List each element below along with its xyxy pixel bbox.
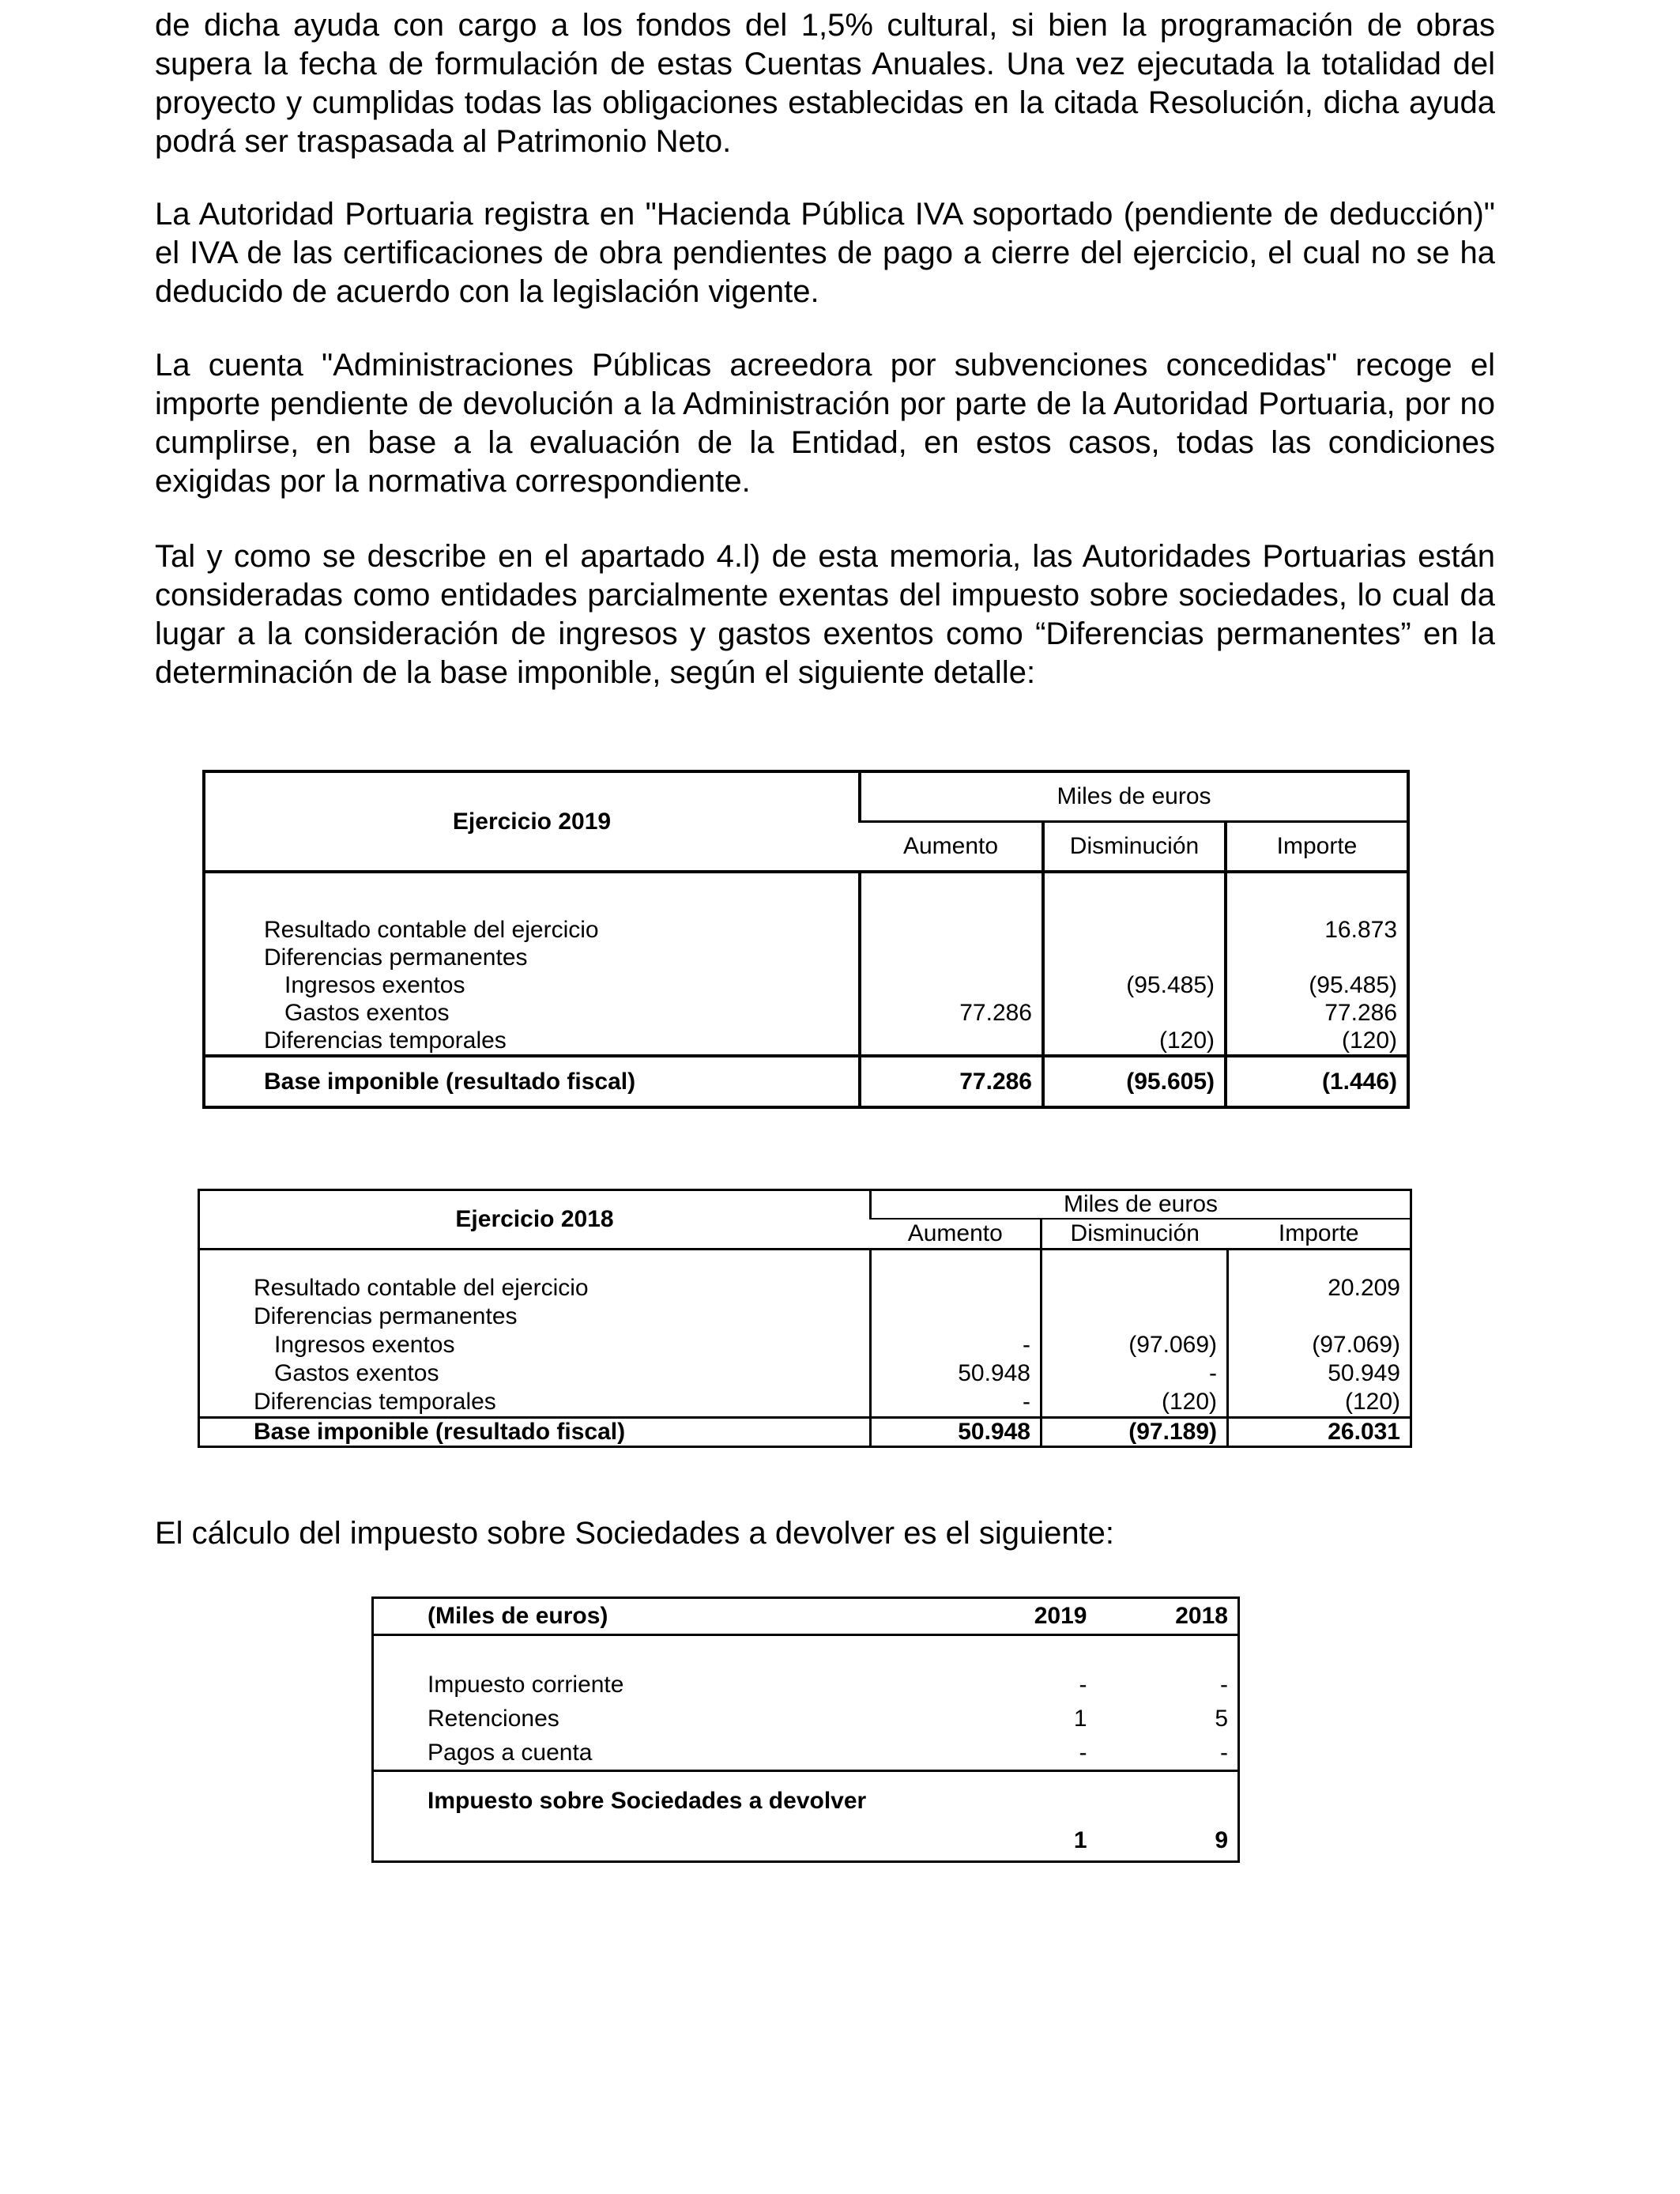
paragraph-ayuda: de dicha ayuda con cargo a los fondos del 1,5% cultural, si bien la programación de obras supera la fecha de formulación de estas Cuentas Anuales. Una vez ejecutada la totalidad del proyecto y cumplidas todas las obligaciones establecidas en la citada Resolución, dicha ayuda podrá ser traspasada al Patrimonio Neto. [155, 8, 1495, 159]
table-row: Impuesto corriente - - [428, 1672, 1228, 1698]
table-row: Gastos exentos 50.948 - 50.949 [199, 1359, 1411, 1388]
table-ejercicio-2019 [202, 770, 1410, 1109]
table-row: Ingresos exentos (95.485) (95.485) [204, 971, 1408, 999]
table-row: Diferencias temporales (120) (120) [204, 1027, 1408, 1056]
table-total-row: Base imponible (resultado fiscal) 77.286 (95.605) (1.446) [204, 1056, 1408, 1107]
table-row: Ingresos exentos - (97.069) (97.069) [199, 1331, 1411, 1359]
column-header-aumento: Aumento [871, 1219, 1042, 1250]
table-total-row: Base imponible (resultado fiscal) 50.948 (97.189) 26.031 [199, 1418, 1411, 1447]
table-row: Resultado contable del ejercicio 20.209 [199, 1274, 1411, 1302]
table-row: Retenciones 1 5 [428, 1706, 1228, 1732]
paragraph-exencion: Tal y como se describe en el apartado 4.l) de esta memoria, las Autoridades Portuarias están consideradas como entidades parcialmente exentas del impuesto sobre sociedades, lo cual da lugar a la consideración de ingresos y gastos exentos como “Diferencias permanentes” en la determinación de la base imponible, según el siguiente detalle: [155, 539, 1495, 690]
column-header-importe: Importe [1228, 1219, 1411, 1250]
column-header-aumento: Aumento [860, 822, 1043, 873]
table-row: Resultado contable del ejercicio 16.873 [204, 916, 1408, 944]
column-header-disminucion: Disminución [1042, 1219, 1228, 1250]
table-row: Diferencias permanentes [199, 1302, 1411, 1331]
table-ejercicio-2018 [198, 1189, 1412, 1448]
table-row: Pagos a cuenta - - [373, 1736, 1239, 1771]
column-header-disminucion: Disminución [1043, 822, 1226, 873]
group-header: Miles de euros [860, 771, 1408, 822]
paragraph-calculo: El cálculo del impuesto sobre Sociedades a devolver es el siguiente: [155, 1516, 1115, 1551]
table-impuesto-sociedades [371, 1596, 1240, 1863]
group-header: Miles de euros [871, 1190, 1411, 1220]
column-header-importe: Importe [1226, 822, 1408, 873]
table-row: Diferencias temporales - (120) (120) [199, 1388, 1411, 1418]
table-row: Gastos exentos 77.286 77.286 [204, 999, 1408, 1027]
paragraph-administraciones: La cuenta "Administraciones Públicas acreedora por subvenciones concedidas" recoge el importe pendiente de devolución a la Administración por parte de la Autoridad Portuaria, por no cumplirse, en base a la evaluación de la Entidad, en estos casos, todas las condiciones exigidas por la normativa correspondiente. [155, 348, 1495, 499]
table-row: Diferencias permanentes [204, 944, 1408, 971]
table-title: Ejercicio 2019 [204, 771, 860, 872]
table-title: Ejercicio 2018 [199, 1190, 871, 1250]
table-header-row: (Miles de euros) 2019 2018 [373, 1598, 1239, 1635]
paragraph-iva: La Autoridad Portuaria registra en "Hacienda Pública IVA soportado (pendiente de deducción)" el IVA de las certificaciones de obra pendientes de pago a cierre del ejercicio, el cual no se ha deducido de acuerdo con la legislación vigente. [155, 197, 1495, 309]
table-total-row: Impuesto sobre Sociedades a devolver 1 9 [428, 1788, 1228, 1853]
